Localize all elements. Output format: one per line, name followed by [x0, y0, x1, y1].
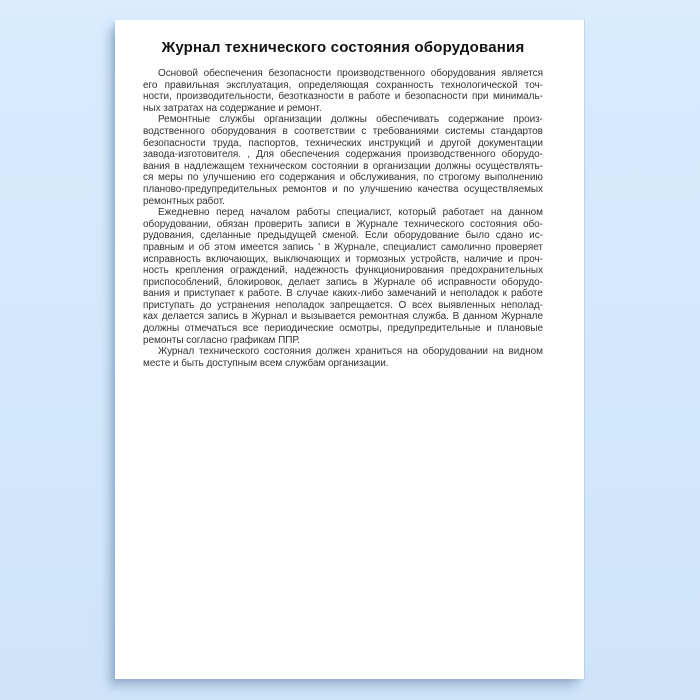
text-line: Ремонтные службы организации должны обеспечивать содержание произ-: [158, 114, 543, 126]
document-page: [115, 20, 584, 679]
text-line: ся меры по улучшению его содержания и обслуживания, по строгому выполнению: [143, 172, 543, 184]
text-line: ности, производительности, безотказности в работе и безопасности при минималь-: [143, 91, 543, 103]
text-line: оборудовании, обязан проверить записи в Журнале технического состояния обо-: [143, 218, 543, 230]
paragraph: [143, 114, 543, 207]
text-line: приступать до устранения неполадок запрещается. О всех выявленных неполад-: [143, 299, 543, 311]
text-line: его правильная эксплуатация, определяющая сохранность технологической точ-: [143, 79, 543, 91]
text-line: ных затратах на содержание и ремонт.: [143, 102, 322, 114]
text-line: должны отмечаться все периодические осмотры, предупредительные и плановые: [143, 323, 543, 335]
paragraph: [143, 68, 543, 114]
text-line: ремонты согласно графикам ППР.: [143, 334, 300, 346]
text-line: безопасности труда, паспортов, технических инструкций и другой документации: [143, 137, 543, 149]
text-line: приспособлений, блокировок, делает запись в Журнале об исправности оборудо-: [143, 276, 543, 288]
document-title: Журнал технического состояния оборудования: [161, 39, 525, 56]
paragraph: [143, 346, 543, 369]
text-line: месте и быть доступным всем службам организации.: [143, 357, 389, 369]
paragraph: [143, 207, 543, 346]
text-line: правным и об этом имеется запись ' в Журнале, специалист самолично проверяет: [143, 241, 543, 253]
text-line: Основой обеспечения безопасности производственного оборудования является: [158, 68, 543, 79]
document-body: [143, 68, 543, 369]
text-line: ках делается запись в Журнал и вызывается ремонтная служба. В данном Журнале: [143, 311, 543, 323]
text-line: водственного оборудования в соответствии с требованиями системы стандартов: [143, 125, 543, 137]
text-line: завода-изготовителя. , Для обеспечения содержания производственного оборудо-: [143, 149, 543, 161]
text-line: ремонтных работ.: [143, 195, 225, 207]
text-line: исправность включающих, выключающих и тормозных устройств, наличие и проч-: [143, 253, 543, 265]
text-line: вания в надлежащем техническом состоянии в организации должны осуществлять-: [143, 160, 543, 172]
text-line: планово-предупредительных ремонтов и по улучшению качества осуществляемых: [143, 183, 543, 195]
text-line: ность крепления ограждений, надежность функционирования предохранительных: [143, 265, 543, 277]
text-line: вания и приступает к работе. В случае каких-либо замечаний и неполадок к работе: [143, 288, 543, 300]
text-line: Ежедневно перед началом работы специалист, который работает на данном: [158, 207, 543, 219]
text-line: рудования, сделанные предыдущей сменой. Если оборудование было сдано ис-: [143, 230, 543, 242]
text-line: Журнал технического состояния должен храниться на оборудовании на видном: [158, 346, 543, 358]
